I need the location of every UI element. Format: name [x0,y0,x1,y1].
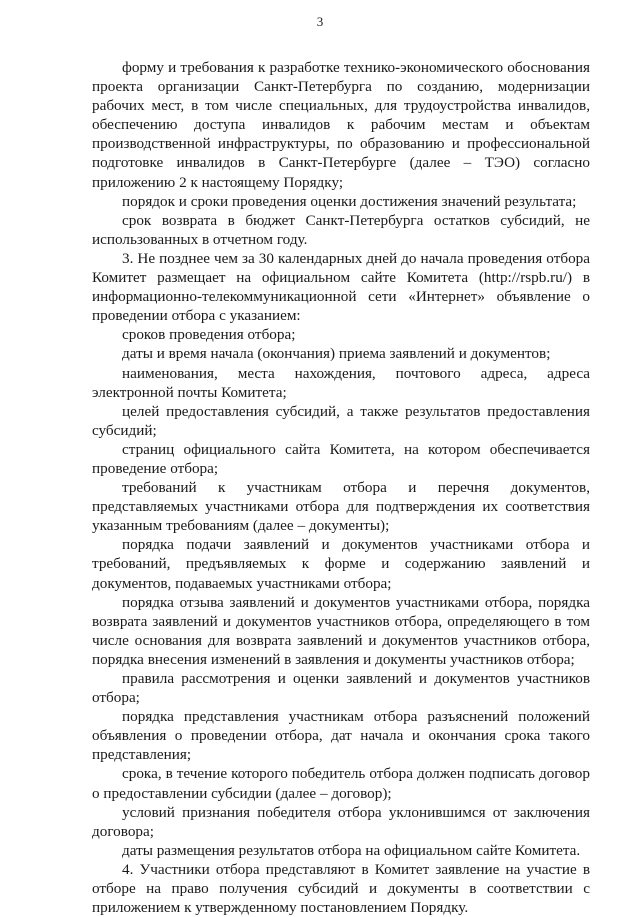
paragraph-5: сроков проведения отбора; [122,326,296,344]
paragraph-2: порядок и сроки проведения оценки достижения значений результата; [122,192,577,210]
paragraph-18: 4. Участники отбора представляют в Комитет заявление на участие в отборе на право получения субсидий и документы в соответствии с приложением к утвержденному постановлением Порядку. [92,860,590,917]
paragraph-6: даты и время начала (окончания) приема заявлений и документов; [122,345,551,363]
paragraph-16: условий признания победителя отбора уклонившимся от заключения договора; [92,803,590,840]
document-body [92,58,590,917]
paragraph-8: целей предоставления субсидий, а также результатов предоставления субсидий; [92,402,590,439]
paragraph-11: порядка подачи заявлений и документов участниками отбора и требований, предъявляемых к форме и содержанию заявлений и документов, подаваемых участниками отбора; [92,536,590,592]
paragraph-17: даты размещения результатов отбора на официальном сайте Комитета. [122,841,581,859]
paragraph-14: порядка представления участникам отбора разъяснений положений объявления о проведении отбора, дат начала и окончания срока такого представления; [92,708,590,764]
paragraph-15: срока, в течение которого победитель отбора должен подписать договор о предоставлении субсидии (далее – договор); [92,765,590,802]
paragraph-12: порядка отзыва заявлений и документов участниками отбора, порядка возврата заявлений и документов участников отбора, определяющего в том числе основания для возврата заявлений и документов участников отбора, порядка внесения изменений в заявления и документы участников отбора; [92,593,590,668]
paragraph-10: требований к участникам отбора и перечня документов, представляемых участниками отбора для подтверждения их соответствия указанным требованиям (далее – документы); [92,479,590,535]
paragraph-7: наименования, места нахождения, почтового адреса, адреса электронной почты Комитета; [92,364,590,401]
page-number: 3 [316,14,324,29]
paragraph-9: страниц официального сайта Комитета, на котором обеспечивается проведение отбора; [92,440,590,477]
paragraph-1: форму и требования к разработке технико-экономического обоснования проекта организации Санкт-Петербурга по созданию, модернизации рабочих мест, в том числе специальных, для трудоустройства инвалидов, обеспечению доступа инвалидов к рабочим местам и объектам производственной инфраструктуры, по образованию и профессиональной подготовке инвалидов в Санкт-Петербурге (далее – ТЭО) согласно приложению 2 к настоящему Порядку; [92,59,590,191]
paragraph-3: срок возврата в бюджет Санкт-Петербурга остатков субсидий, не использованных в отчетном году. [92,211,590,248]
paragraph-13: правила рассмотрения и оценки заявлений и документов участников отбора; [92,670,590,707]
paragraph-4: 3. Не позднее чем за 30 календарных дней до начала проведения отбора Комитет размещает на официальном сайте Комитета (http://rspb.ru/) в информационно-телекоммуникационной сети «Интернет» объявление о проведении отбора с указанием: [92,249,590,325]
